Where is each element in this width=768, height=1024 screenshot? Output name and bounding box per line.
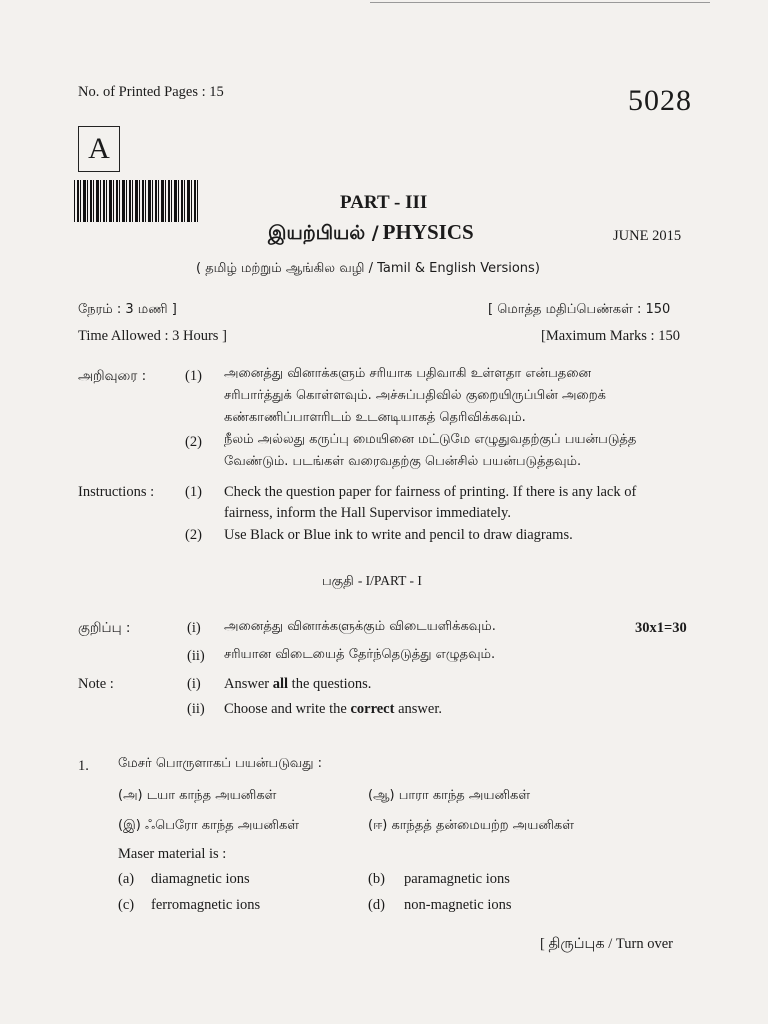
instruction-ta-1-line-3: கண்காணிப்பாளரிடம் உடனடியாகத் தெரிவிக்கவும்.	[224, 410, 526, 425]
instruction-ta-1-line-1: அனைத்து வினாக்களும் சரியாக பதிவாகி உள்ளதா என்பதனை	[224, 366, 592, 381]
barcode-icon	[74, 180, 200, 222]
note-en-2-post: answer.	[398, 701, 442, 717]
printed-pages: No. of Printed Pages : 15	[78, 84, 224, 100]
option-en-c-text: ferromagnetic ions	[151, 897, 261, 913]
note-ta-text-2: சரியான விடையைத் தேர்ந்தெடுத்து எழுதவும்.	[224, 647, 496, 662]
time-tamil: நேரம் : 3 மணி ]	[78, 302, 177, 317]
part-title: PART - III	[340, 192, 428, 213]
note-ta-label: குறிப்பு :	[78, 620, 131, 636]
instruction-en-num-1: (1)	[185, 484, 202, 500]
turn-over-note	[540, 935, 673, 954]
instruction-ta-1-line-2: சரிபார்த்துக் கொள்ளவும். அச்சுப்பதிவில் குறையிருப்பின் அறைக்	[224, 388, 606, 403]
option-ta-b-text: பாரா காந்த அயனிகள்	[398, 788, 531, 803]
section-title-tamil: பகுதி	[322, 574, 354, 589]
subject-tamil: இயற்பியல் /	[268, 222, 379, 244]
instruction-en-2-line-1: Use Black or Blue ink to write and pencil to draw diagrams.	[224, 527, 573, 543]
note-en-label: Note :	[78, 676, 114, 692]
option-ta-d	[368, 818, 574, 834]
option-ta-d-text: காந்தத் தன்மையற்ற அயனிகள்	[391, 818, 574, 833]
option-ta-b-label: (ஆ)	[368, 788, 395, 803]
note-en-num-2: (ii)	[187, 701, 205, 717]
note-en-1-post: the questions.	[291, 676, 372, 692]
version-line: ( தமிழ் மற்றும் ஆங்கில வழி / Tamil & English Versions)	[196, 261, 540, 276]
instruction-en-1-line-2: fairness, inform the Hall Supervisor immediately.	[224, 505, 511, 521]
note-en-2-pre: Choose and write the	[224, 701, 347, 717]
note-ta-text-1: அனைத்து வினாக்களுக்கும் விடையளிக்கவும்.	[224, 619, 496, 634]
instruction-en-1-line-1: Check the question paper for fairness of printing. If there is any lack of	[224, 484, 637, 500]
option-ta-c	[118, 818, 299, 834]
option-ta-c-text: ஃபெரோ காந்த அயனிகள்	[144, 818, 300, 833]
marks-tamil: [ மொத்த மதிப்பெண்கள் : 150	[488, 302, 671, 317]
option-en-d-text: non-magnetic ions	[404, 897, 512, 913]
section-title-english: - I/PART - I	[357, 573, 422, 588]
option-en-c-label: (c)	[118, 897, 135, 913]
instructions-en-label: Instructions :	[78, 484, 155, 500]
question-stem-tamil: மேசர் பொருளாகப் பயன்படுவது :	[118, 756, 323, 771]
scan-edge-line	[370, 2, 710, 3]
option-en-d-label: (d)	[368, 897, 385, 913]
note-en-1-pre: Answer	[224, 676, 270, 692]
instruction-ta-2-line-1: நீலம் அல்லது கருப்பு மையினை மட்டுமே எழுதுவதற்குப் பயன்படுத்த	[224, 432, 637, 447]
time-english: Time Allowed : 3 Hours ]	[78, 328, 227, 344]
option-en-a-text: diamagnetic ions	[151, 871, 250, 887]
option-ta-b	[368, 788, 530, 804]
question-number: 1.	[78, 758, 89, 774]
instruction-ta-num-1: (1)	[185, 368, 202, 384]
option-en-a-label: (a)	[118, 871, 135, 887]
instructions-ta-label: அறிவுரை :	[78, 368, 147, 384]
option-en-b-text: paramagnetic ions	[404, 871, 510, 887]
question-stem-english: Maser material is :	[118, 846, 227, 862]
subject-english: PHYSICS	[382, 220, 474, 244]
note-ta-num-2: (ii)	[187, 648, 205, 664]
marks-english: [Maximum Marks : 150	[541, 328, 680, 344]
note-en-1-bold: all	[272, 676, 289, 692]
option-ta-c-label: (இ)	[118, 818, 141, 833]
turn-over-text: [ திருப்புக / Turn over	[540, 936, 673, 952]
note-en-text-2	[224, 701, 442, 718]
instruction-en-num-2: (2)	[185, 527, 202, 543]
note-en-num-1: (i)	[187, 676, 201, 692]
section-heading	[322, 572, 422, 590]
option-ta-a	[118, 788, 276, 804]
instruction-ta-num-2: (2)	[185, 434, 202, 450]
option-ta-d-label: (ஈ)	[368, 818, 388, 833]
note-en-2-bold: correct	[350, 701, 395, 717]
note-en-text-1	[224, 676, 371, 693]
option-en-b-label: (b)	[368, 871, 385, 887]
exam-date: JUNE 2015	[613, 228, 682, 244]
paper-code: 5028	[628, 84, 692, 117]
subject-title	[268, 220, 474, 247]
set-letter-box: A	[78, 126, 120, 172]
section-marks: 30x1=30	[635, 620, 687, 636]
note-ta-num-1: (i)	[187, 620, 201, 636]
instruction-ta-2-line-2: வேண்டும். படங்கள் வரைவதற்கு பென்சில் பயன்படுத்தவும்.	[224, 454, 582, 469]
option-ta-a-label: (அ)	[118, 788, 143, 803]
option-ta-a-text: டயா காந்த அயனிகள்	[146, 788, 277, 803]
